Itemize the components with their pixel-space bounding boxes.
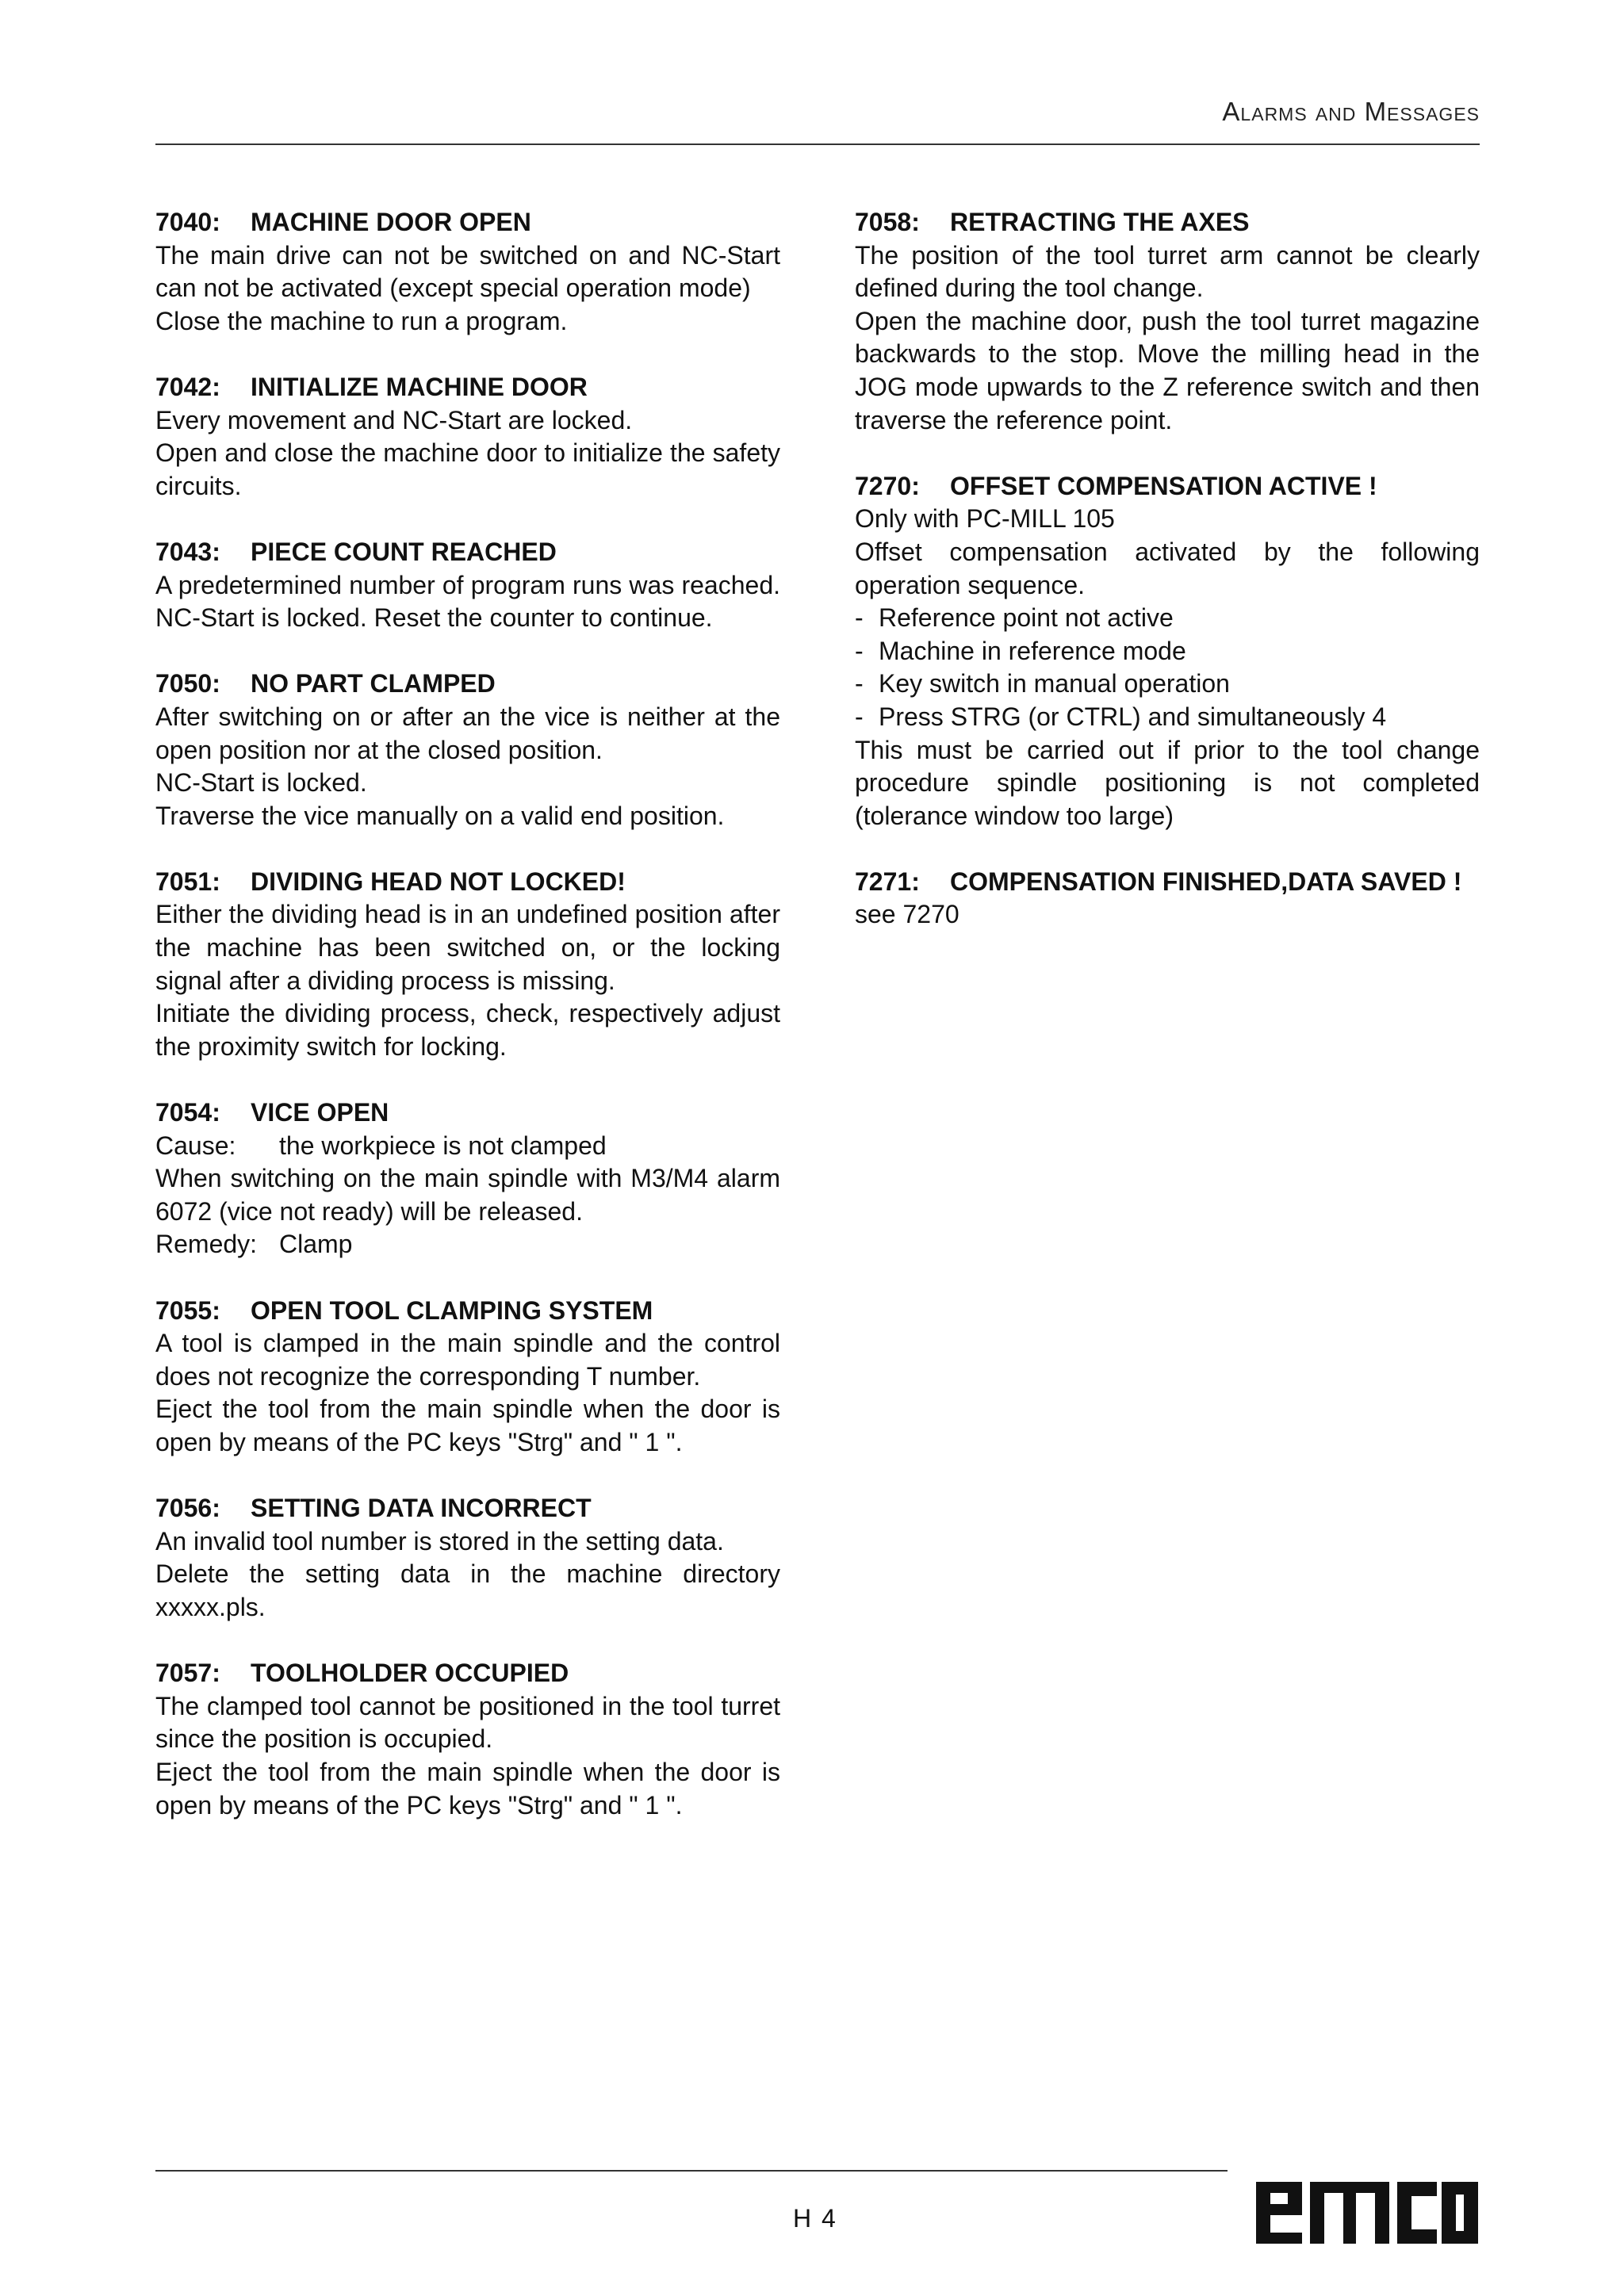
alarm-text: see 7270 <box>855 900 959 929</box>
alarm-code: 7050: <box>155 669 220 698</box>
list-item <box>855 635 1480 668</box>
alarm-name: INITIALIZE MACHINE DOOR <box>251 372 588 401</box>
page-number: H 4 <box>793 2204 837 2233</box>
alarm-text: The main drive can not be switched on and NC-Start can not be activated (except special operation mode) <box>155 240 780 303</box>
alarm-text: Only with PC-MILL 105 <box>855 504 1115 534</box>
alarm-title <box>155 668 780 701</box>
alarm-text: Close the machine to run a program. <box>155 306 568 335</box>
alarm-text: Open and close the machine door to initialize the safety circuits. <box>155 438 780 500</box>
list-item-text: Reference point not active <box>879 603 1174 633</box>
alarm-title <box>155 371 780 404</box>
alarm-title <box>855 206 1480 239</box>
alarm-title <box>155 1492 780 1525</box>
alarm-code: 7058: <box>855 208 920 236</box>
list-item <box>855 668 1480 701</box>
alarm-title <box>155 536 780 569</box>
alarm-text: Delete the setting data in the machine directory xxxxx.pls. <box>155 1559 780 1621</box>
alarm-name: TOOLHOLDER OCCUPIED <box>251 1659 569 1688</box>
alarm-7043 <box>155 536 780 635</box>
alarm-name: PIECE COUNT REACHED <box>251 537 557 566</box>
list-item-text: Key switch in manual operation <box>879 669 1230 698</box>
alarm-title <box>155 1096 780 1130</box>
list-item <box>855 701 1480 734</box>
list-item-text: Machine in reference mode <box>879 636 1186 665</box>
cause-row <box>155 1130 780 1163</box>
alarm-text: Traverse the vice manually on a valid end position. <box>155 801 725 830</box>
alarm-7042 <box>155 371 780 503</box>
alarm-code: 7271: <box>855 867 920 896</box>
alarm-code: 7270: <box>855 471 920 500</box>
alarm-title <box>855 470 1480 503</box>
cause-label: Cause: <box>155 1131 236 1160</box>
alarm-text: Eject the tool from the main spindle when the door is open by means of the PC keys "Strg" and " 1 ". <box>155 1757 780 1820</box>
alarm-text: After switching on or after an the vice is neither at the open position nor at the closed position. <box>155 702 780 764</box>
alarm-name: OFFSET COMPENSATION ACTIVE ! <box>950 471 1377 500</box>
alarm-7055 <box>155 1295 780 1460</box>
alarm-code: 7055: <box>155 1295 220 1325</box>
list-item <box>855 602 1480 635</box>
alarm-text: A tool is clamped in the main spindle and the control does not recognize the corresponding T number. <box>155 1329 780 1391</box>
alarm-text: Offset compensation activated by the following operation sequence. <box>855 537 1480 599</box>
alarm-code: 7057: <box>155 1659 220 1688</box>
alarm-text: An invalid tool number is stored in the setting data. <box>155 1526 724 1556</box>
alarm-text: NC-Start is locked. <box>155 768 367 798</box>
alarm-code: 7040: <box>155 208 220 236</box>
list-item-text: Press STRG (or CTRL) and simultaneously 4 <box>879 702 1387 731</box>
bullet-dash: - <box>855 702 864 731</box>
alarm-7271 <box>855 866 1480 932</box>
bullet-dash: - <box>855 636 864 665</box>
alarm-title <box>155 206 780 239</box>
alarm-code: 7043: <box>155 537 220 566</box>
alarm-7050 <box>155 668 780 832</box>
bullet-dash: - <box>855 669 864 698</box>
alarm-text: Eject the tool from the main spindle when the door is open by means of the PC keys "Strg" and " 1 ". <box>155 1395 780 1456</box>
alarm-text: The clamped tool cannot be positioned in the tool turret since the position is occupied. <box>155 1691 780 1754</box>
alarm-title <box>855 866 1480 899</box>
alarm-text: The position of the tool turret arm cannot be clearly defined during the tool change. <box>855 240 1480 303</box>
remedy-text: Clamp <box>279 1230 353 1259</box>
alarm-code: 7054: <box>155 1098 220 1127</box>
cause-text: the workpiece is not clamped <box>279 1131 607 1160</box>
alarm-code: 7056: <box>155 1494 220 1523</box>
alarm-text: This must be carried out if prior to the tool change procedure spindle positioning is not completed (tolerance window too large) <box>855 735 1480 830</box>
running-header: Alarms and Messages <box>1222 97 1480 126</box>
alarm-7058 <box>855 206 1480 437</box>
remedy-label: Remedy: <box>155 1230 258 1259</box>
alarm-name: VICE OPEN <box>251 1098 389 1127</box>
alarm-title <box>155 1657 780 1690</box>
alarm-text: When switching on the main spindle with M3/M4 alarm 6072 (vice not ready) will be released. <box>155 1164 780 1226</box>
alarm-7040 <box>155 206 780 338</box>
alarm-text: A predetermined number of program runs was reached. NC-Start is locked. Reset the counter to continue. <box>155 570 780 633</box>
alarm-code: 7051: <box>155 867 220 896</box>
alarm-text: Every movement and NC-Start are locked. <box>155 405 633 434</box>
bullet-dash: - <box>855 603 864 633</box>
alarm-name: SETTING DATA INCORRECT <box>251 1494 592 1523</box>
alarm-name: DIVIDING HEAD NOT LOCKED! <box>251 867 626 896</box>
right-column <box>855 206 1480 965</box>
emco-logo <box>1253 2171 1480 2248</box>
alarm-name: COMPENSATION FINISHED,DATA SAVED ! <box>950 867 1462 896</box>
alarm-text: Initiate the dividing process, check, respectively adjust the proximity switch for locking. <box>155 999 780 1061</box>
alarm-7054 <box>155 1096 780 1261</box>
alarm-name: NO PART CLAMPED <box>251 669 496 698</box>
alarm-name: MACHINE DOOR OPEN <box>251 208 531 236</box>
footer-divider <box>155 2170 1228 2172</box>
alarm-text: Either the dividing head is in an undefined position after the machine has been switched on, or the locking signal after a dividing process is missing. <box>155 900 780 995</box>
remedy-row <box>155 1228 780 1261</box>
alarm-7056 <box>155 1492 780 1624</box>
alarm-name: RETRACTING THE AXES <box>950 208 1250 236</box>
alarm-7051 <box>155 866 780 1064</box>
left-column <box>155 206 780 1855</box>
header-divider <box>155 144 1480 145</box>
alarm-7057 <box>155 1657 780 1822</box>
alarm-7270 <box>855 470 1480 833</box>
alarm-title <box>155 866 780 899</box>
alarm-title <box>155 1295 780 1328</box>
alarm-name: OPEN TOOL CLAMPING SYSTEM <box>251 1295 653 1325</box>
alarm-text: Open the machine door, push the tool turret magazine backwards to the stop. Move the milling head in the JOG mode upwards to the Z reference switch and then traverse the reference point. <box>855 306 1480 434</box>
alarm-code: 7042: <box>155 372 220 401</box>
